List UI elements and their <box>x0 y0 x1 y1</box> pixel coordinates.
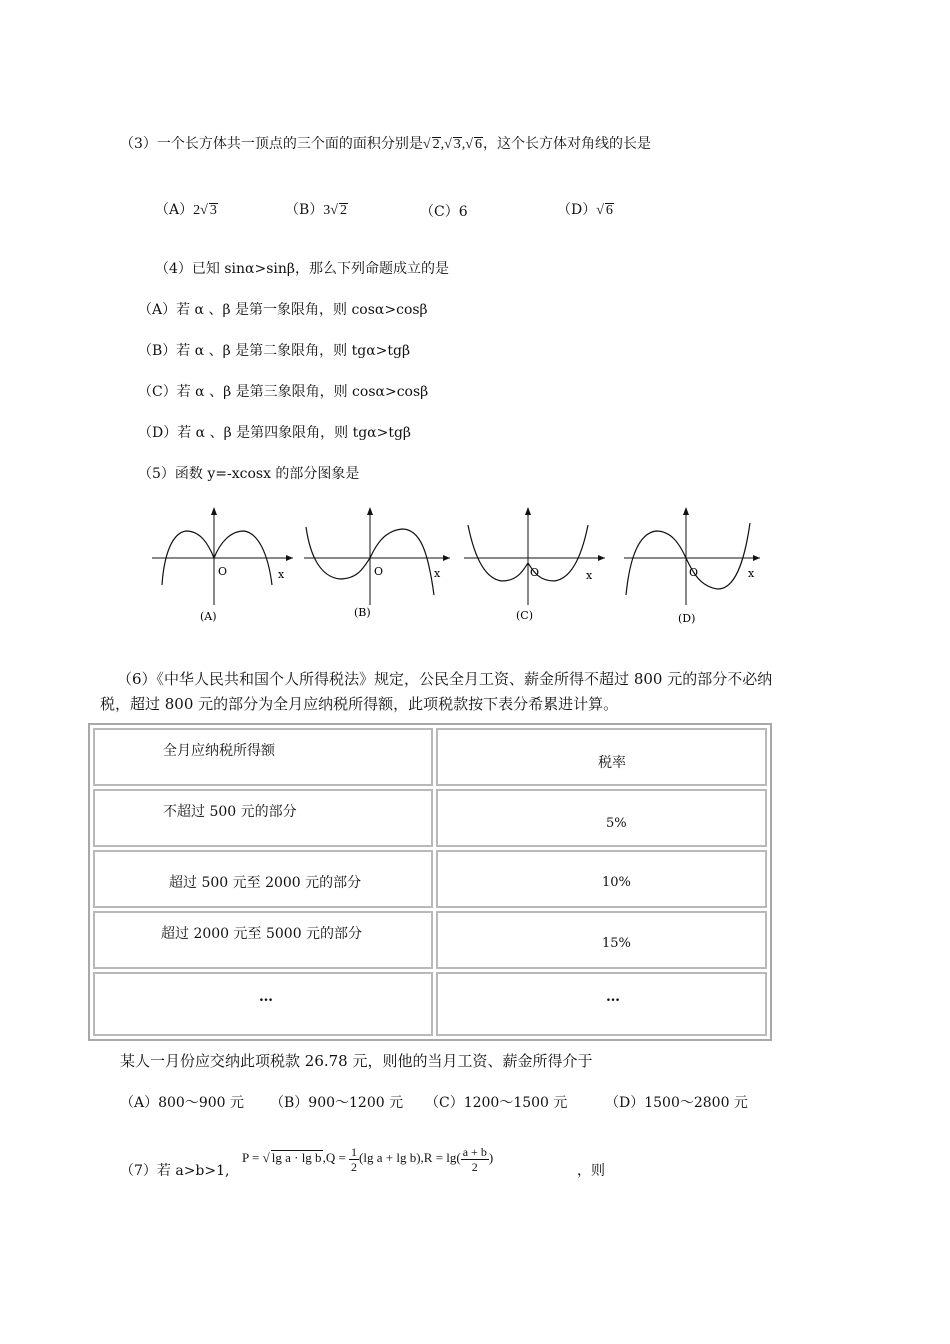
y-axis-arrow-icon <box>683 507 689 515</box>
graph-d <box>620 505 765 630</box>
q3-option-c: （C）6 <box>420 204 468 220</box>
table-cell: 不超过 500 元的部分 <box>93 789 433 847</box>
q4-option-b: （B）若 α 、β 是第二象限角，则 tgα>tgβ <box>138 343 411 359</box>
table-row <box>93 972 767 1036</box>
q6-question: 某人一月份应交纳此项税款 26.78 元，则他的当月工资、薪金所得介于 <box>120 1052 593 1070</box>
header-cell: 税率 <box>436 728 767 786</box>
graph-b <box>300 505 455 630</box>
table-row <box>93 789 767 847</box>
table-cell: 超过 500 元至 2000 元的部分 <box>93 850 433 908</box>
q6-stem-line1: （6）《中华人民共和国个人所得税法》规定，公民全月工资、薪金所得不超过 800 元的部分不必纳 <box>117 670 773 688</box>
q3-option-d: （D）√ 6 <box>557 202 613 218</box>
origin-label: O <box>374 565 384 578</box>
header-cell: 全月应纳税所得额 <box>93 728 433 786</box>
table-row <box>93 911 767 969</box>
caption-b: (B) <box>354 606 371 619</box>
x-label: x <box>748 567 755 580</box>
origin-label: O <box>218 565 228 578</box>
graph-c <box>460 505 610 630</box>
q3-option-a: （A）2√ 3 <box>155 202 217 218</box>
y-axis-arrow-icon <box>525 507 531 515</box>
caption-a: (A) <box>200 610 217 623</box>
x-axis-arrow-icon <box>598 555 605 561</box>
x-label: x <box>586 569 593 582</box>
origin-label: O <box>530 566 540 579</box>
table-cell: 5% <box>436 789 767 847</box>
y-axis-arrow-icon <box>367 507 373 515</box>
x-axis-arrow-icon <box>286 555 293 561</box>
q3-stem-prefix: （3）一个长方体共一顶点的三个面的面积分别是 <box>120 136 423 152</box>
q6-option-c: （C）1200～1500 元 <box>425 1095 568 1111</box>
table-cell: 15% <box>436 911 767 969</box>
q5-stem: （5）函数 y=-xcosx 的部分图象是 <box>138 466 360 482</box>
q7-suffix: ，则 <box>577 1163 605 1179</box>
table-cell: … <box>93 972 433 1036</box>
graph-a <box>148 505 298 630</box>
q3-option-b: （B）3√ 2 <box>285 202 347 218</box>
origin-label: O <box>689 566 699 579</box>
table-header-row <box>93 728 767 786</box>
x-axis-arrow-icon <box>443 555 450 561</box>
caption-d: (D) <box>678 612 696 625</box>
q7-prefix: （7）若 a>b>1, <box>120 1163 230 1179</box>
q6-option-b: （B）900～1200 元 <box>270 1095 404 1111</box>
q7-formula: P = √ lg a · lg b,Q = $\frac{1}{2}$ (lg a + lg b),R = lg( $\frac{a + b}{2}$ ) <box>242 1144 494 1174</box>
table-cell: 超过 2000 元至 5000 元的部分 <box>93 911 433 969</box>
x-axis-arrow-icon <box>753 555 760 561</box>
q4-stem: （4）已知 sinα>sinβ，那么下列命题成立的是 <box>155 261 449 277</box>
q6-stem-line2: 税，超过 800 元的部分为全月应纳税所得额，此项税款按下表分希累进计算。 <box>100 695 619 713</box>
x-label: x <box>434 567 441 580</box>
table-row <box>93 850 767 908</box>
q4-option-c: （C）若 α 、β 是第三象限角，则 cosα>cosβ <box>138 384 429 400</box>
q3-areas: √ 2,√ 3,√ 6 <box>422 137 482 152</box>
q3-stem <box>120 135 651 154</box>
q4-option-a: （A）若 α 、β 是第一象限角，则 cosα>cosβ <box>138 302 428 318</box>
table-cell: 10% <box>436 850 767 908</box>
tax-table <box>88 723 772 1041</box>
q4-option-d: （D）若 α 、β 是第四象限角，则 tgα>tgβ <box>138 425 412 441</box>
q6-option-a: （A）800～900 元 <box>120 1095 245 1111</box>
table-cell: … <box>436 972 767 1036</box>
q6-option-d: （D）1500～2800 元 <box>605 1095 748 1111</box>
curve-d <box>626 523 750 595</box>
y-axis-arrow-icon <box>211 507 217 515</box>
q3-stem-suffix: ，这个长方体对角线的长是 <box>482 136 651 152</box>
caption-c: (C) <box>516 609 533 622</box>
x-label: x <box>278 568 285 581</box>
